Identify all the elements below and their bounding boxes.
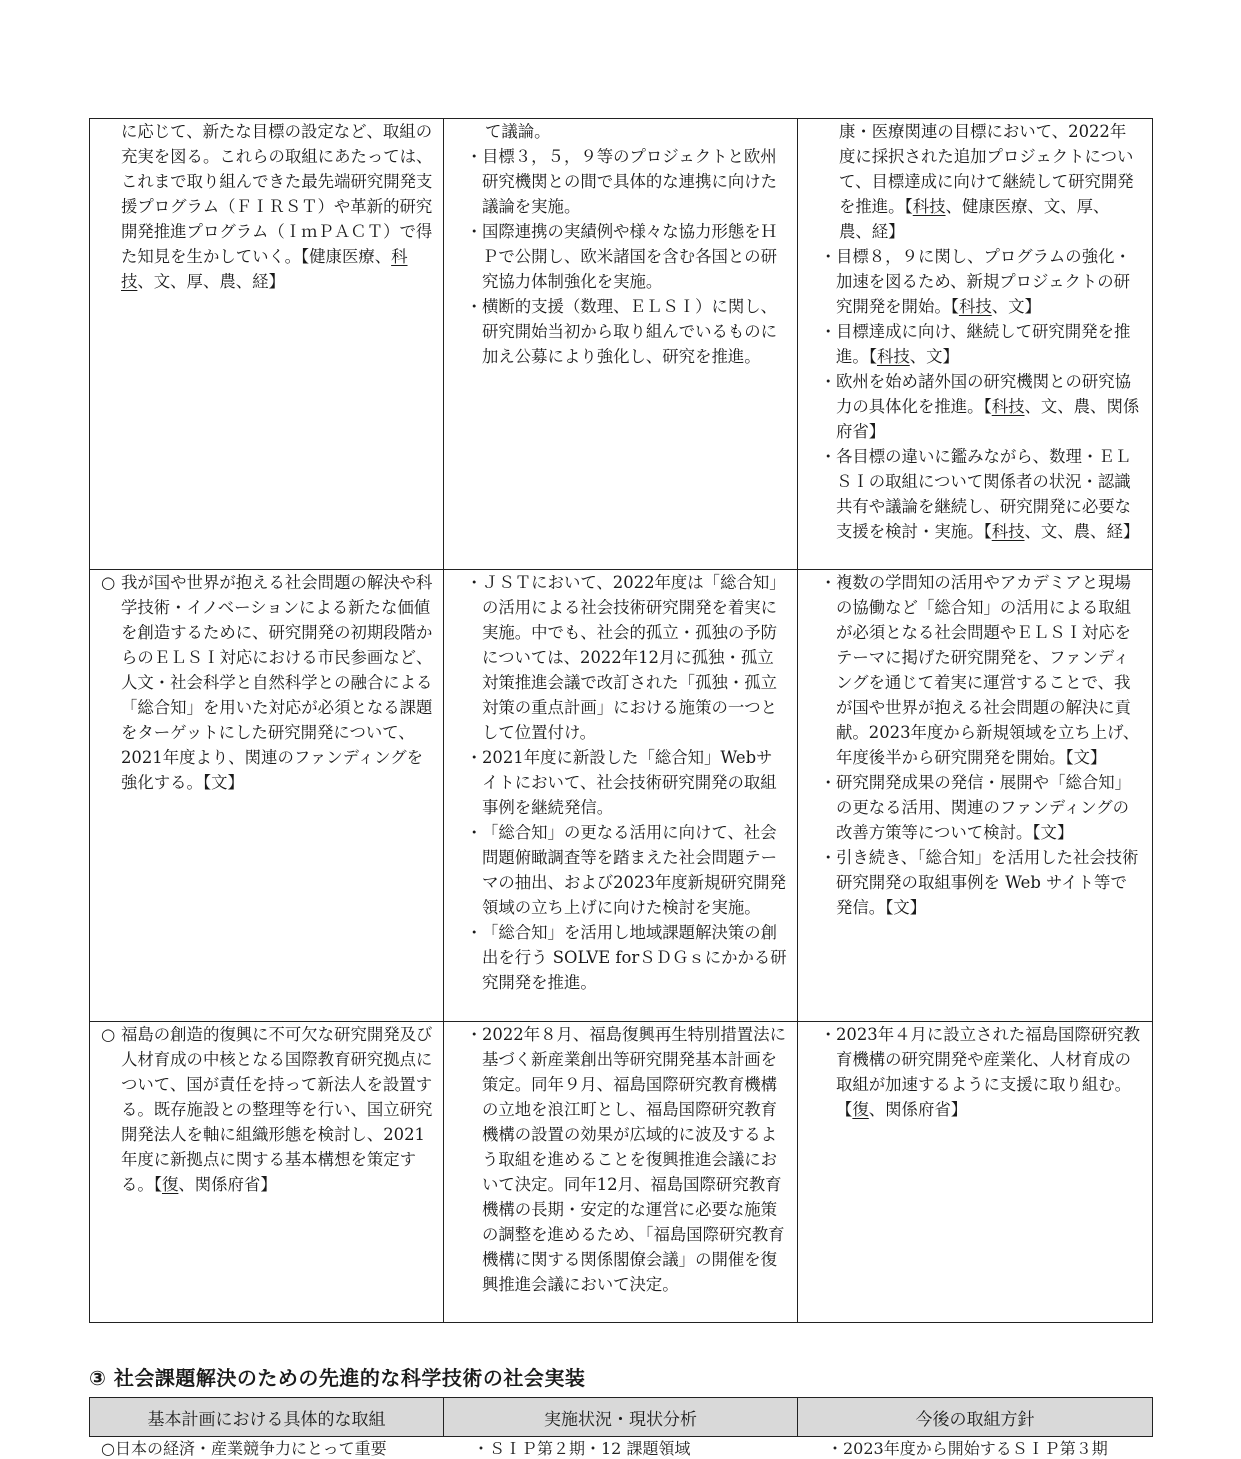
table-row	[90, 119, 1153, 570]
list-item: ・ 2021年度に新設した「総合知」Webサイトにおいて、社会技術研究開発の取組事例を継続発信。	[466, 748, 777, 817]
table-cell-status	[444, 1022, 798, 1323]
list-item: ・ 2023年４月に設立された福島国際研究教育機構の研究開発や産業化、人材育成の取組が加速するように支援に取り組む。【復、関係府省】	[820, 1025, 1140, 1119]
table-row	[90, 570, 1153, 1022]
clipped-text: ・2023年度から開始するＳＩＰ第３期	[827, 1439, 1108, 1458]
list-item: ・ 引き続き、「総合知」を活用した社会技術研究開発の取組事例を Web サイト等で発信。【文】	[820, 848, 1139, 917]
clipped-next-row	[89, 1434, 1152, 1458]
cell-text: 我が国や世界が抱える社会問題の解決や科学技術・イノベーションによる新たな価値を創造するために、研究開発の初期段階からのＥＬＳＩ対応における市民参画など、人文・社会科学と自然科学との融合による「総合知」を用いた対応が必須となる課題をターゲットにした研究開発について、2021年度より、関連のファンディングを強化する。【文】	[121, 573, 433, 792]
cell-text: て議論。	[485, 122, 551, 141]
next-table-header	[89, 1397, 1153, 1437]
list-item: ・ 各目標の違いに鑑みながら、数理・ＥＬＳＩの取組について関係者の状況・認識共有や議論を継続し、研究開発に必要な支援を検討・実施。【科技、文、農、経】	[820, 447, 1140, 541]
list-item: ・ ＪＳＴにおいて、2022年度は「総合知」の活用による社会技術研究開発を着実に実施。中でも、社会的孤立・孤独の予防については、2022年12月に孤独・孤立対策推進会議で改訂された「孤独・孤立対策の重点計画」における施策の一つとして位置付け。	[466, 573, 786, 742]
list-item: ・ 目標達成に向け、継続して研究開発を推進。【科技、文】	[820, 322, 1131, 366]
table-cell-plan	[90, 119, 444, 570]
column-header: 基本計画における具体的な取組	[90, 1398, 444, 1437]
cell-text: 康・医療関連の目標において、2022年度に採択された追加プロジェクトについて、目標達成に向けて継続して研究開発を推進。【科技、健康医療、文、厚、農、経】	[839, 122, 1134, 241]
section-heading: ③ 社会課題解決のための先進的な科学技術の社会実装	[89, 1366, 586, 1390]
table-cell-plan: ○ 福島の創造的復興に不可欠な研究開発及び人材育成の中核となる国際教育研究拠点について、国が責任を持って新法人を設置する。既存施設との整理等を行い、国立研究開発法人を軸に組織形態を検討し、2021年度に新拠点に関する基本構想を策定する。【復、関係府省】	[90, 1022, 444, 1323]
table-row	[90, 1022, 1153, 1323]
list-item: ・ 2022年８月、福島復興再生特別措置法に基づく新産業創出等研究開発基本計画を策定。同年９月、福島国際研究教育機構の立地を浪江町とし、福島国際研究教育機構の設置の効果が広域的に波及するよう取組を進めることを復興推進会議において決定。同年12月、福島国際研究教育機構の長期・安定的な運営に必要な施策の調整を進めるため、「福島国際研究教育機構に関する関係閣僚会議」の開催を復興推進会議において決定。	[466, 1025, 786, 1294]
cell-text: 、文、厚、農、経】	[137, 272, 285, 291]
policy-table	[89, 118, 1153, 1323]
table-cell-policy	[798, 1022, 1153, 1323]
list-item: ・ 「総合知」の更なる活用に向けて、社会問題俯瞰調査等を踏まえた社会問題テーマの抽出、および2023年度新規研究開発領域の立ち上げに向けた検討を実施。	[466, 823, 786, 917]
list-item: ・ 国際連携の実績例や様々な協力形態をＨＰで公開し、欧米諸国を含む各国との研究協力体制強化を実施。	[466, 222, 778, 291]
list-item: ・ 目標８，９に関し、プログラムの強化・加速を図るため、新規プロジェクトの研究開発を開始。【科技、文】	[820, 247, 1131, 316]
table-cell-policy	[798, 570, 1153, 1022]
table-cell-status	[444, 570, 798, 1022]
list-item: ・ 研究開発成果の発信・展開や「総合知」の更なる活用、関連のファンディングの改善方策等について検討。【文】	[820, 773, 1132, 842]
header-row	[90, 1398, 1153, 1437]
cell-text: に応じて、新たな目標の設定など、取組の充実を図る。これらの取組にあたっては、これまで取り組んできた最先端研究開発支援プログラム（ＦＩＲＳＴ）や革新的研究開発推進プログラム（ＩｍＰＡＣＴ）で得た知見を生かしていく。	[121, 122, 433, 266]
cell-text: 【健康医療、	[300, 247, 392, 266]
underlined-ministry: 科技	[121, 247, 408, 291]
list-item: ・ 欧州を始め諸外国の研究機関との研究協力の具体化を推進。【科技、文、農、関係府省】	[820, 372, 1140, 441]
clipped-text: ・ＳＩＰ第２期・12 課題領域	[473, 1439, 691, 1458]
table-cell-plan: ○ 我が国や世界が抱える社会問題の解決や科学技術・イノベーションによる新たな価値を創造するために、研究開発の初期段階からのＥＬＳＩ対応における市民参画など、人文・社会科学と自然科学との融合による「総合知」を用いた対応が必須となる課題をターゲットにした研究開発について、2021年度より、関連のファンディングを強化する。【文】	[90, 570, 444, 1022]
list-item: ・ 「総合知」を活用し地域課題解決策の創出を行う SOLVE forＳＤＧｓにかかる研究開発を推進。	[466, 923, 787, 992]
list-item: ・ 複数の学問知の活用やアカデミアと現場の協働など「総合知」の活用による取組が必須となる社会問題やＥＬＳＩ対応をテーマに掲げた研究開発を、ファンディングを通じて着実に運営することで、我が国や世界が抱える社会問題の解決に貢献。2023年度から新規領域を立ち上げ、年度後半から研究開発を開始。【文】	[820, 573, 1140, 767]
column-header: 実施状況・現状分析	[444, 1398, 798, 1437]
column-header: 今後の取組方針	[798, 1398, 1153, 1437]
table-cell-policy	[798, 119, 1153, 570]
table-cell-status	[444, 119, 798, 570]
clipped-text: ○日本の経済・産業競争力にとって重要	[101, 1439, 387, 1458]
list-item: ・ 横断的支援（数理、ＥＬＳＩ）に関し、研究開始当初から取り組んでいるものに加え公募により強化し、研究を推進。	[466, 297, 778, 366]
list-item: ・ 目標３，５，９等のプロジェクトと欧州研究機関との間で具体的な連携に向けた議論を実施。	[466, 147, 778, 216]
